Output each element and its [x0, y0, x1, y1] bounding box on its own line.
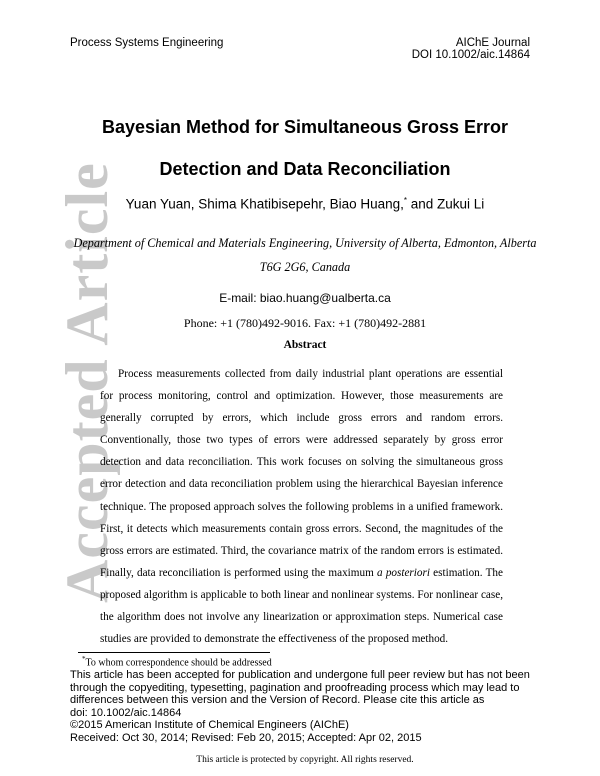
corresponding-star: *: [403, 196, 408, 205]
footnote-star: *: [82, 655, 86, 663]
journal-name: AIChE Journal: [455, 37, 530, 49]
abstract-text-1: Process measurements collected from daily industrial plant operations are essential for process monitoring, control and optimization. However, those measurements are generally corrupted by errors, which include gross errors and random errors. Conventionally, those two types of errors were addressed separately by gross error detection and data reconciliation. This work focuses on solving the simultaneous gross error detection and data reconciliation problem using the hierarchical Bayesian inference technique. The proposed approach solves the following problems in a unified framework. First, it detects which measurements contain gross errors. Second, the magnitudes of the gross errors are estimated. Third, the covariance matrix of the random errors is estimated. Finally, data reconciliation is performed using the maximum: [100, 368, 503, 579]
notice-line: through the copyediting, typesetting, pagination and proofreading process which may lead to: [70, 681, 520, 694]
doi-header: DOI 10.1002/aic.14864: [411, 49, 530, 61]
author-last: and Zukui Li: [407, 196, 485, 212]
abstract-body: [100, 363, 503, 650]
affiliation-line-1: Department of Chemical and Materials Engineering, University of Alberta, Edmonton, Alberta: [73, 236, 537, 250]
phone-fax: Phone: +1 (780)492-9016. Fax: +1 (780)492-2881: [183, 316, 427, 330]
notice-line: Received: Oct 30, 2014; Revised: Feb 20, 2015; Accepted: Apr 02, 2015: [70, 731, 422, 744]
title-line-2: Detection and Data Reconciliation: [159, 159, 451, 179]
affiliation-line-2: T6G 2G6, Canada: [259, 260, 351, 274]
abstract-text-2: estimation. The proposed algorithm is applicable to both linear and nonlinear systems. For nonlinear case, the algorithm does not involve any linearization or approximation steps. Numerical case studies are provided to demonstrate the effectiveness of the proposed method.: [100, 566, 503, 646]
abstract-heading: Abstract: [283, 339, 327, 351]
notice-line: doi: 10.1002/aic.14864: [70, 706, 182, 719]
abstract-italic: a posteriori: [377, 566, 430, 579]
footnote-text: To whom correspondence should be addressed: [85, 657, 272, 669]
email: E-mail: biao.huang@ualberta.ca: [219, 291, 391, 305]
footnote-rule: [78, 652, 270, 653]
notice-line: differences between this version and the Version of Record. Please cite this article as: [70, 694, 485, 707]
notice-line: This article has been accepted for publication and undergone full peer review but has not been: [70, 669, 530, 681]
author-names: Yuan Yuan, Shima Khatibisepehr, Biao Huang,: [125, 196, 404, 212]
notice-line: ©2015 American Institute of Chemical Engineers (AIChE): [70, 719, 349, 732]
copyright-footer: This article is protected by copyright. All rights reserved.: [196, 755, 414, 765]
authors: [60, 196, 550, 212]
accepted-article-watermark: Accepted Article: [54, 162, 120, 603]
title-line-1: Bayesian Method for Simultaneous Gross Error: [101, 117, 509, 137]
footnote: [82, 655, 272, 668]
section-label: Process Systems Engineering: [70, 37, 224, 49]
publication-notice: [70, 669, 560, 745]
